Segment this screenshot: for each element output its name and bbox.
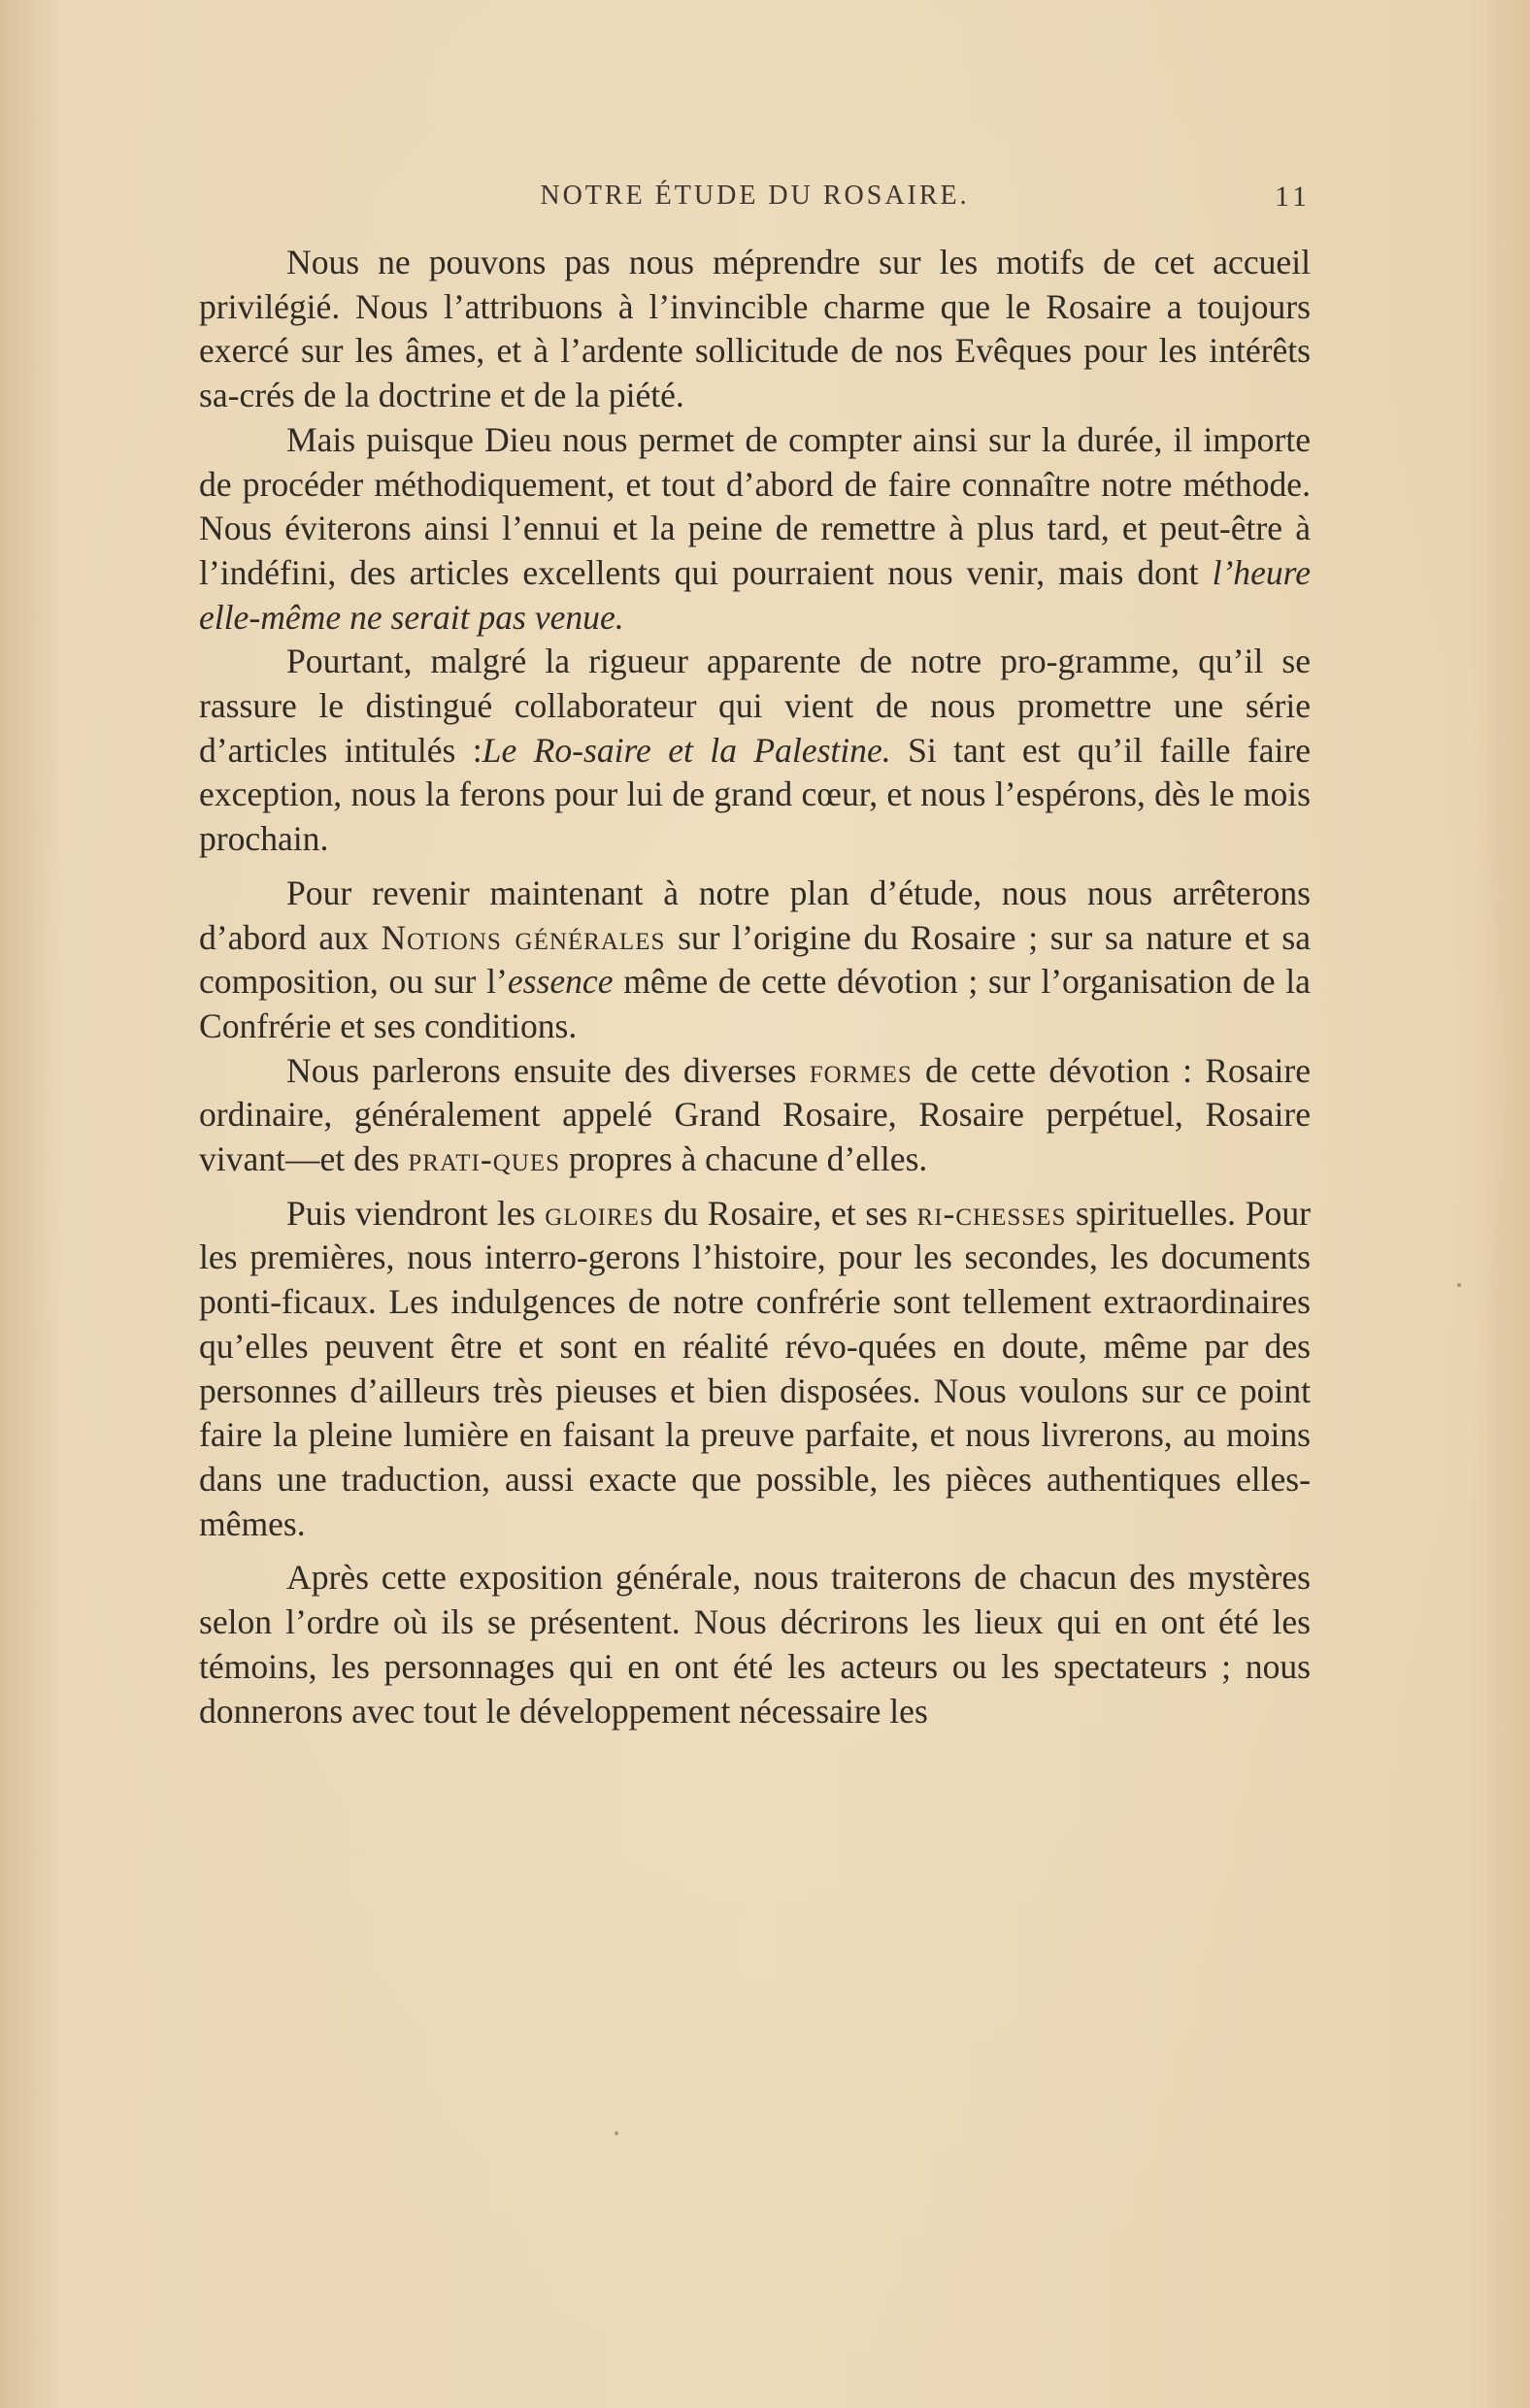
text-run: Si tant est qu’il faille faire exception, nous la ferons pour lui de grand cœur, et nous l’espérons, dès le mois prochain.	[199, 730, 1312, 859]
smallcaps-text: gloires	[545, 1193, 654, 1233]
text-run: même de cette dévotion ; sur l’organisation de la Confrérie et ses conditions.	[199, 962, 1311, 1045]
paragraph	[199, 872, 1311, 1049]
text-run: Nous ne pouvons pas nous méprendre sur les motifs de cet accueil privilégié. Nous l’attribuons à l’invincible charme que le Rosaire a toujours exercé sur les âmes, et à l’ardente sollicitude de nos Evêques pour les intérêts sa-crés de la doctrine et de la piété.	[199, 243, 1311, 415]
text-run: Pour revenir maintenant à notre plan d’étude, nous nous arrêterons d’abord aux	[199, 873, 1311, 957]
page-number: 11	[1275, 181, 1311, 213]
paper-speck	[1457, 1283, 1461, 1287]
text-run: sur l’origine du Rosaire ; sur sa nature et sa composition, ou sur l’	[199, 917, 1311, 1002]
paragraph	[199, 1192, 1311, 1547]
paragraph	[199, 241, 1311, 418]
smallcaps-text: Notions générales	[381, 917, 666, 957]
smallcaps-text: prati-ques	[408, 1139, 560, 1179]
body-text	[199, 241, 1311, 1733]
text-run: Pourtant, malgré la rigueur apparente de notre pro-gramme, qu’il se rassure le distingué collaborateur qui vient de nous promettre une série d’articles intitulés :	[199, 642, 1311, 770]
text-run: Puis viendront les	[286, 1193, 546, 1233]
paragraph	[199, 418, 1311, 641]
text-run: du Rosaire, et ses	[653, 1193, 917, 1233]
smallcaps-text: ri-chesses	[916, 1193, 1067, 1233]
smallcaps-text: formes	[809, 1050, 913, 1090]
italic-text: Le Ro-saire et la Palestine.	[482, 730, 891, 770]
text-run: spirituelles. Pour les premières, nous interro-gerons l’histoire, pour les secondes, les documents ponti-ficaux. Les indulgences de notre confrérie sont tellement extraordinaires qu’elles peuvent être et sont en réalité révo-quées en doute, même par des personnes d’ailleurs très pieuses et bien disposées. Nous voulons sur ce point faire la pleine lumière en faisant la preuve parfaite, et nous livrerons, au moins dans une traduction, aussi exacte que possible, les pièces authentiques elles-mêmes.	[199, 1193, 1311, 1543]
paragraph	[199, 1049, 1311, 1182]
page-header	[199, 181, 1311, 219]
text-run: Nous parlerons ensuite des diverses	[286, 1050, 810, 1090]
text-run: Mais puisque Dieu nous permet de compter ainsi sur la durée, il importe de procéder méthodiquement, et tout d’abord de faire connaître notre méthode. Nous éviterons ainsi l’ennui et la peine de remettre à plus tard, et peut-être à l’indéfini, des articles excellents qui pourraient nous venir, mais dont	[199, 419, 1311, 592]
italic-text: essence	[507, 962, 614, 1002]
text-run: propres à chacune d’elles.	[560, 1139, 928, 1179]
paper-speck	[615, 2131, 618, 2135]
running-title: NOTRE ÉTUDE DU ROSAIRE.	[540, 181, 970, 211]
italic-text: l’heure elle-même ne serait pas venue.	[199, 552, 1311, 637]
text-run: de cette dévotion : Rosaire ordinaire, généralement appelé Grand Rosaire, Rosaire perpétuel, Rosaire vivant—et des	[199, 1050, 1311, 1179]
paragraph	[199, 1556, 1311, 1733]
text-run: Après cette exposition générale, nous traiterons de chacun des mystères selon l’ordre où ils se présentent. Nous décrirons les lieux qui en ont été les témoins, les personnages qui en ont été les acteurs ou les spectateurs ; nous donnerons avec tout le développement nécessaire les	[199, 1558, 1311, 1731]
paragraph	[199, 640, 1311, 862]
